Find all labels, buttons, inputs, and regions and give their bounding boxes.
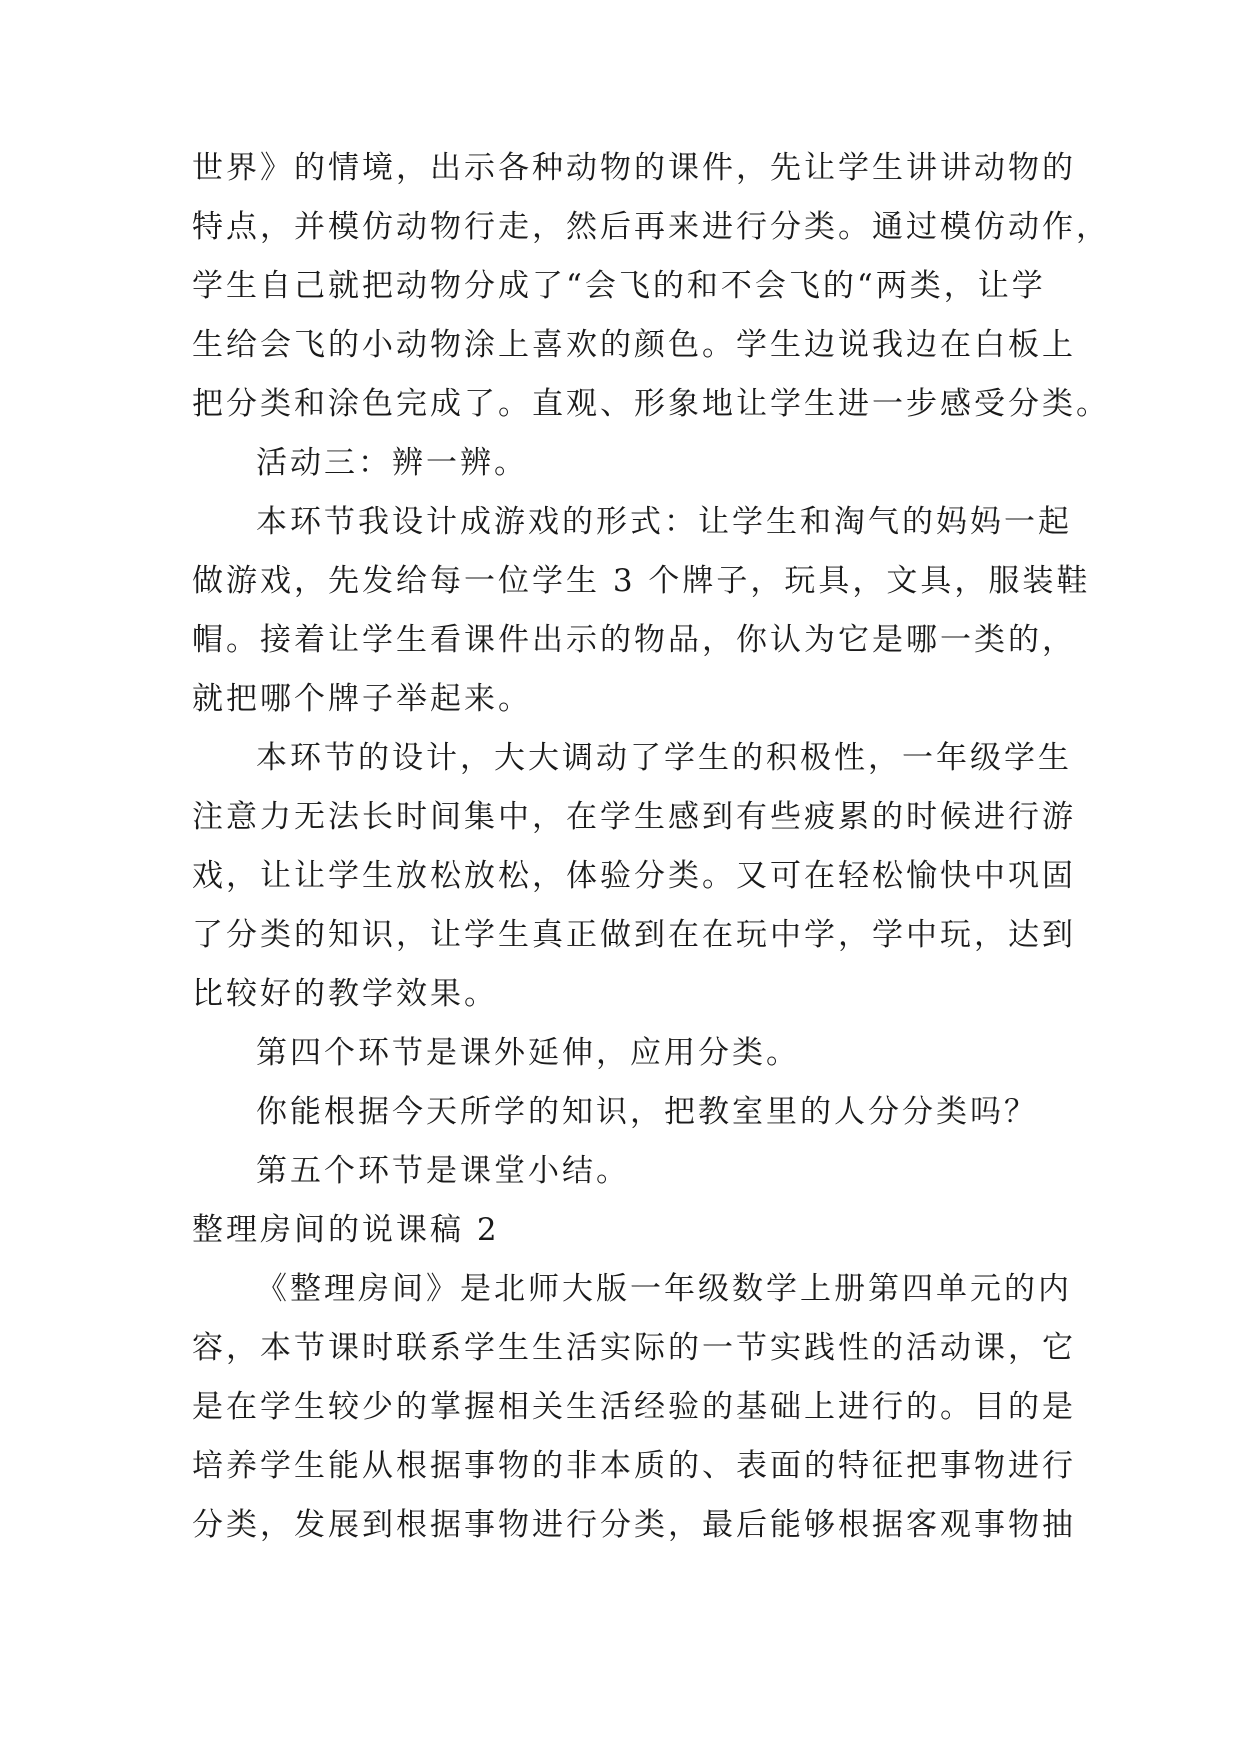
text-line: 世界》的情境，出示各种动物的课件，先让学生讲讲动物的 <box>192 150 1076 186</box>
text-line: 注意力无法长时间集中，在学生感到有些疲累的时候进行游 <box>192 799 1076 835</box>
text-line: 比较好的教学效果。 <box>192 976 498 1012</box>
text-line: 第五个环节是课堂小结。 <box>256 1153 630 1189</box>
text-line: 做游戏，先发给每一位学生 3 个牌子，玩具，文具，服装鞋 <box>192 563 1091 599</box>
text-line: 培养学生能从根据事物的非本质的、表面的特征把事物进行 <box>192 1448 1076 1484</box>
text-line: 生给会飞的小动物涂上喜欢的颜色。学生边说我边在白板上 <box>192 327 1076 363</box>
text-line: 戏，让让学生放松放松，体验分类。又可在轻松愉快中巩固 <box>192 858 1076 894</box>
text-line: 《整理房间》是北师大版一年级数学上册第四单元的内 <box>256 1271 1072 1307</box>
text-line: 分类，发展到根据事物进行分类，最后能够根据客观事物抽 <box>192 1507 1076 1543</box>
text-line: 本环节的设计，大大调动了学生的积极性，一年级学生 <box>256 740 1072 776</box>
text-line: 帽。接着让学生看课件出示的物品，你认为它是哪一类的， <box>192 622 1076 658</box>
text-line: 特点，并模仿动物行走，然后再来进行分类。通过模仿动作， <box>192 209 1110 245</box>
text-line: 第四个环节是课外延伸，应用分类。 <box>256 1035 800 1071</box>
text-line: 是在学生较少的掌握相关生活经验的基础上进行的。目的是 <box>192 1389 1076 1425</box>
text-line: 本环节我设计成游戏的形式：让学生和淘气的妈妈一起 <box>256 504 1072 540</box>
text-line: 了分类的知识，让学生真正做到在在玩中学，学中玩，达到 <box>192 917 1076 953</box>
document-title: 整理房间的说课稿 2 <box>192 1212 500 1248</box>
text-line: 容，本节课时联系学生生活实际的一节实践性的活动课，它 <box>192 1330 1076 1366</box>
text-line: 把分类和涂色完成了。直观、形象地让学生进一步感受分类。 <box>192 386 1110 422</box>
section-heading: 活动三：辨一辨。 <box>256 445 528 481</box>
text-line: 学生自己就把动物分成了“会飞的和不会飞的“两类，让学 <box>192 268 1046 304</box>
text-line: 就把哪个牌子举起来。 <box>192 681 532 717</box>
text-line: 你能根据今天所学的知识，把教室里的人分分类吗？ <box>256 1094 1038 1130</box>
